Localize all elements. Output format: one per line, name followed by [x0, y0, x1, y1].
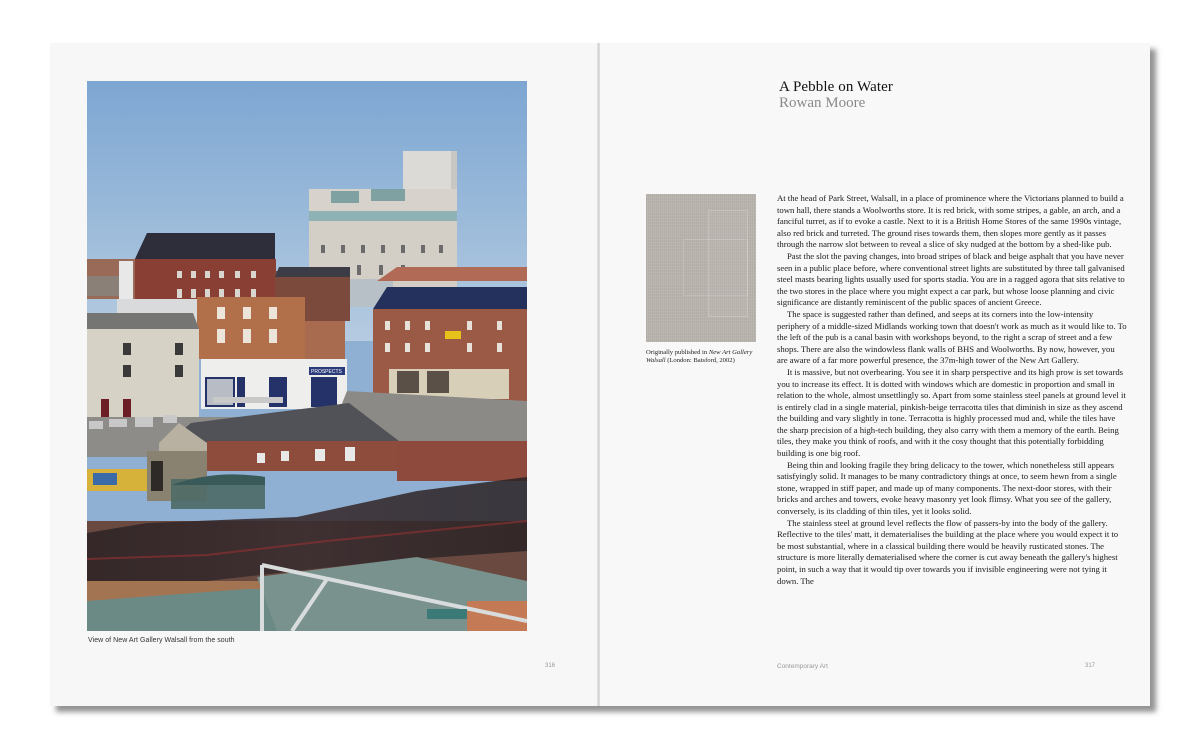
photo-caption: View of New Art Gallery Walsall from the south: [88, 637, 235, 644]
sidebar-caption: [646, 349, 766, 366]
right-page: [600, 43, 1150, 706]
left-page: [50, 43, 598, 706]
paragraph: Past the slot the paving changes, into broad stripes of black and beige asphalt that you have never seen in a public place before, where conventional street lights are substituted by three tall galvanised steel masts bearing lights usually used for sports stadia. You are in a ragged agora that sits relative to the two stores in the place where you might expect a car park, but whose loose planning and civic significance are distantly reminiscent of the public spaces of ancient Greece.: [777, 250, 1125, 308]
paragraph: Being thin and looking fragile they bring delicacy to the tower, which nonetheless still appears satisfyingly solid. It manages to be many contradictory things at once, to seem hewn from a single stone, wrapped in stiff paper, and made up of many components. The next-door stores, with their bricks and arches and towers, evoke heavy masonry yet look flimsy. What you see of the gallery, conversely, is its cladding of thin tiles, yet it looks solid.: [777, 459, 1117, 517]
paragraph: At the head of Park Street, Walsall, in a place of prominence where the Victorians planned to build a town hall, there stands a Woolworths store. It is red brick, with some stripes, a gable, an arch, and a fanciful turret, as if to evoke a castle. Next to it is a British Home Stores of the same 1990s vintage, also red brick and turreted. The ground rises towards them, then slopes more gently as it passes through the narrow slot between to reveal a slice of sky nudged at the bottom by a shed-like pub.: [777, 193, 1124, 250]
article-author: Rowan Moore: [779, 95, 866, 111]
article-body: [777, 193, 1127, 587]
cover-title-block: [683, 239, 748, 296]
running-head: Contemporary Art: [777, 663, 828, 670]
page-number-left: 316: [545, 663, 556, 669]
paragraph: The space is suggested rather than defined, and seeps at its corners into the low-intensity periphery of a middle-sized Midlands working town that doesn't work as much as it would like to. To the left of the pub is a canal basin with workshops beyond, to the right a scrap of street and a few shops. There are also the windowless flank walls of BHS and Woolworths. By now, however, you are aware of a far more powerful presence, the 37m-high tower of the New Art Gallery.: [777, 308, 1127, 366]
paragraph: The stainless steel at ground level reflects the flow of passers-by into the body of the gallery. Reflective to the tiles' matt, it dematerialises the building at the place where you would expect it to be most substantial, where in a classical building there would be heavily rusticated stones. The structure is more literally dematerialised where the corner is cut away beneath the gallery's highest point, in such a way that it would tip over towards you if invisible engineering were not tying it down. The: [777, 517, 1119, 586]
article-title: A Pebble on Water: [779, 79, 893, 95]
book-spread: [50, 43, 1150, 706]
paragraph: It is massive, but not overbearing. You see it in sharp perspective and its high prow is set towards you to increase its effect. It is dotted with windows which are domestic in proportion and small in relation to the whole, almost unsettlingly so. Apart from some stainless steel panels at ground level it is entirely clad in a single material, pinkish-beige terracotta tiles that diminish in size as they ascend the building and vary slightly in tone. Terracotta is highly processed mud and, while the tiles have the sharp precision of a high-tech building, they also carry with them a memory of the earth. Being tiles, they make you think of roofs, and with it the cosy thought that this potentially forbidding building is one big roof.: [777, 366, 1126, 459]
caption-book-title: New Art Gallery Walsall: [646, 349, 753, 365]
caption-prefix: Originally published in: [646, 349, 709, 356]
page-number-right: 317: [1085, 663, 1096, 669]
svg-text:PROSPECTS: PROSPECTS: [311, 369, 342, 375]
caption-suffix: (London: Batsford, 2002): [665, 357, 735, 365]
book-cover-thumbnail: [646, 194, 756, 342]
gallery-photograph: [87, 81, 527, 631]
